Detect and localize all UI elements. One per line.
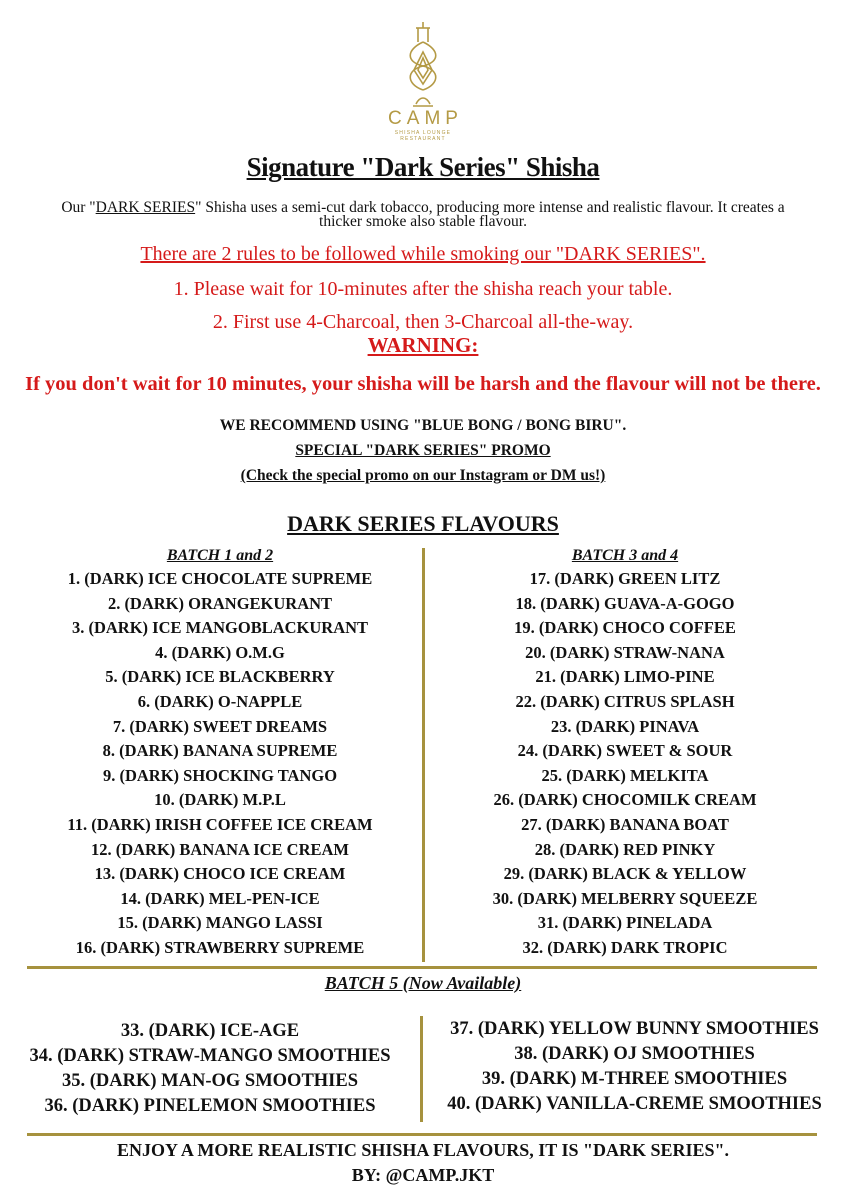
list-item: 30. (DARK) MELBERRY SQUEEZE xyxy=(492,888,758,908)
list-item: 13. (DARK) CHOCO ICE CREAM xyxy=(94,864,346,884)
recommend-note: WE RECOMMEND USING "BLUE BONG / BONG BIRU". xyxy=(219,417,627,434)
list-item: 24. (DARK) SWEET & SOUR xyxy=(517,741,733,761)
batch-5-heading: BATCH 5 (Now Available) xyxy=(324,973,522,993)
rule-2: 2. First use 4-Charcoal, then 3-Charcoal all-the-way. xyxy=(212,311,634,333)
warning-label: WARNING: xyxy=(367,333,479,357)
list-item: 22. (DARK) CITRUS SPLASH xyxy=(515,691,735,711)
list-item: 4. (DARK) O.M.G xyxy=(155,642,285,662)
batch-5-right-column xyxy=(423,1017,846,1117)
list-item: 29. (DARK) BLACK & YELLOW xyxy=(503,864,747,884)
list-item: 9. (DARK) SHOCKING TANGO xyxy=(102,765,338,785)
list-item: 7. (DARK) SWEET DREAMS xyxy=(112,716,328,736)
intro-text xyxy=(0,201,846,229)
list-item: 35. (DARK) MAN-OG SMOOTHIES xyxy=(62,1071,358,1091)
list-item: 23. (DARK) PINAVA xyxy=(550,716,700,736)
flavours-heading: DARK SERIES FLAVOURS xyxy=(287,511,559,536)
page-title: Signature "Dark Series" Shisha xyxy=(246,152,600,182)
brand-tagline-2: RESTAURANT xyxy=(400,136,446,142)
batch-1-2-column xyxy=(30,545,410,961)
list-item: 36. (DARK) PINELEMON SMOOTHIES xyxy=(44,1096,376,1116)
brand-tagline: SHISHA LOUNGE xyxy=(394,130,452,136)
batch-1-2-heading: BATCH 1 and 2 xyxy=(166,547,274,564)
list-item: 14. (DARK) MEL-PEN-ICE xyxy=(120,888,320,908)
list-item: 18. (DARK) GUAVA-A-GOGO xyxy=(515,593,735,613)
list-item: 6. (DARK) O-NAPPLE xyxy=(137,691,303,711)
list-item: 8. (DARK) BANANA SUPREME xyxy=(102,741,338,761)
list-item: 17. (DARK) GREEN LITZ xyxy=(529,569,721,588)
list-item: 12. (DARK) BANANA ICE CREAM xyxy=(90,839,350,859)
footer-tagline: ENJOY A MORE REALISTIC SHISHA FLAVOURS, IT IS "DARK SERIES". xyxy=(117,1140,729,1160)
brand-logo xyxy=(373,18,473,148)
rules-heading: There are 2 rules to be followed while smoking our "DARK SERIES". xyxy=(140,243,706,265)
hookah-logo-icon xyxy=(396,18,450,110)
list-item: 1. (DARK) ICE CHOCOLATE SUPREME xyxy=(67,569,373,588)
list-item: 20. (DARK) STRAW-NANA xyxy=(525,642,725,662)
brand-name: CAMP xyxy=(388,108,463,129)
list-item: 11. (DARK) IRISH COFFEE ICE CREAM xyxy=(67,814,373,834)
list-item: 33. (DARK) ICE-AGE xyxy=(120,1021,300,1041)
list-item: 3. (DARK) ICE MANGOBLACKURANT xyxy=(71,618,369,638)
rule-1: 1. Please wait for 10-minutes after the shisha reach your table. xyxy=(173,278,673,300)
batch-5-left-column xyxy=(2,1019,418,1119)
list-item: 40. (DARK) VANILLA-CREME SMOOTHIES xyxy=(447,1094,822,1114)
promo-label: SPECIAL "DARK SERIES" PROMO xyxy=(295,442,551,459)
list-item: 19. (DARK) CHOCO COFFEE xyxy=(514,618,736,638)
list-item: 28. (DARK) RED PINKY xyxy=(534,839,716,859)
list-item: 38. (DARK) OJ SMOOTHIES xyxy=(514,1044,755,1064)
list-item: 21. (DARK) LIMO-PINE xyxy=(535,667,715,687)
list-item: 26. (DARK) CHOCOMILK CREAM xyxy=(493,790,757,810)
list-item: 25. (DARK) MELKITA xyxy=(541,765,709,785)
intro-highlight: DARK SERIES xyxy=(95,199,196,216)
column-divider xyxy=(422,548,425,962)
list-item: 10. (DARK) M.P.L xyxy=(154,790,286,810)
footer-handle: BY: @CAMP.JKT xyxy=(351,1165,495,1185)
section-divider xyxy=(27,966,817,969)
intro-suffix: " Shisha uses a semi-cut dark tobacco, producing more intense and realistic flavour. It creates a thicker smoke also stable flavour. xyxy=(195,199,785,230)
list-item: 2. (DARK) ORANGEKURANT xyxy=(107,593,333,613)
footer-divider xyxy=(27,1133,817,1136)
batch-3-4-heading: BATCH 3 and 4 xyxy=(571,547,679,564)
intro-prefix: Our " xyxy=(61,199,96,216)
list-item: 16. (DARK) STRAWBERRY SUPREME xyxy=(75,937,365,957)
list-item: 15. (DARK) MANGO LASSI xyxy=(117,913,323,933)
list-item: 27. (DARK) BANANA BOAT xyxy=(521,814,729,834)
list-item: 37. (DARK) YELLOW BUNNY SMOOTHIES xyxy=(450,1019,819,1039)
list-item: 34. (DARK) STRAW-MANGO SMOOTHIES xyxy=(29,1046,391,1066)
promo-note: (Check the special promo on our Instagram or DM us!) xyxy=(240,467,606,484)
batch-3-4-column xyxy=(435,545,815,961)
list-item: 31. (DARK) PINELADA xyxy=(537,913,713,933)
list-item: 5. (DARK) ICE BLACKBERRY xyxy=(105,667,335,687)
list-item: 32. (DARK) DARK TROPIC xyxy=(522,937,728,957)
list-item: 39. (DARK) M-THREE SMOOTHIES xyxy=(481,1069,788,1089)
warning-text: If you don't wait for 10 minutes, your shisha will be harsh and the flavour will not be there. xyxy=(25,373,821,395)
